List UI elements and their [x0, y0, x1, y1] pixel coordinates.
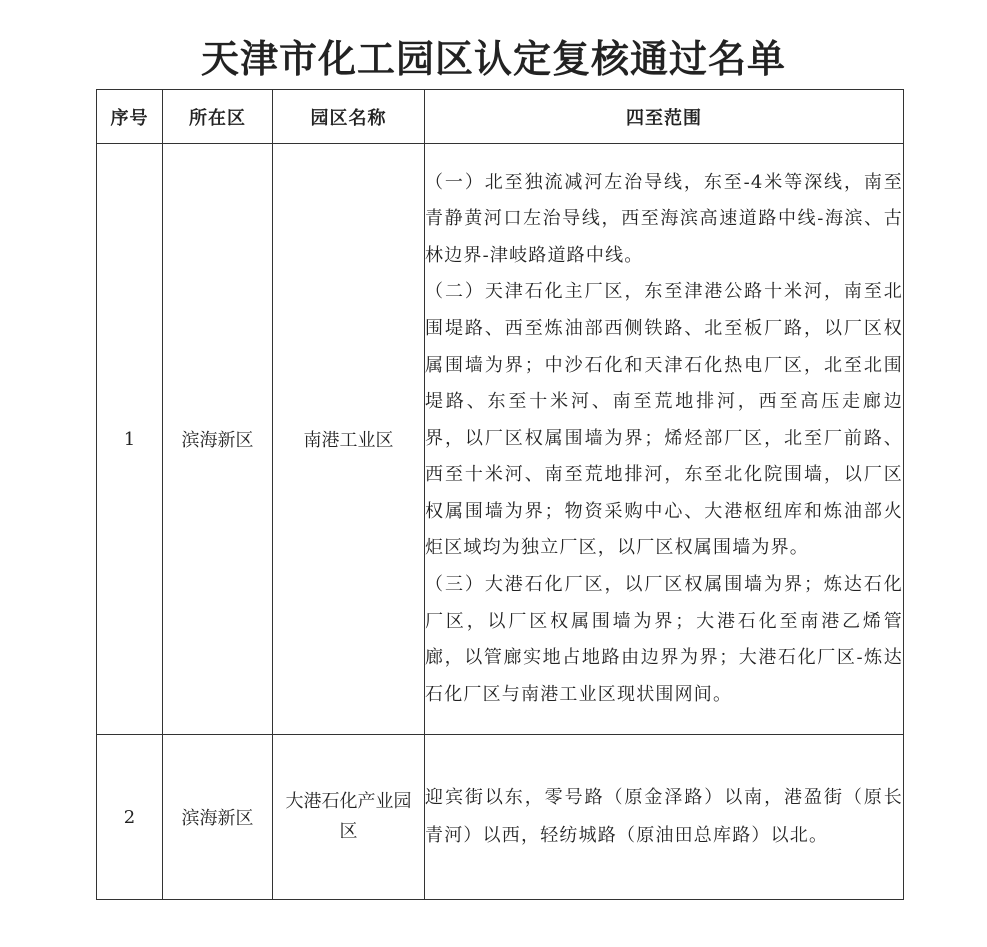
row-park-name: 南港工业区	[273, 144, 425, 735]
park-list-table	[96, 89, 904, 900]
header-index: 序号	[97, 90, 163, 144]
scope-paragraph: （一）北至独流减河左治导线，东至-4米等深线，南至青静黄河口左治导线，西至海滨高速道路中线-海滨、古林边界-津岐路道路中线。	[425, 171, 903, 266]
table-row	[97, 144, 904, 735]
row-scope	[425, 735, 904, 900]
row-scope	[425, 144, 904, 735]
scope-paragraph: （三）大港石化厂区，以厂区权属围墙为界；炼达石化厂区，以厂区权属围墙为界；大港石化至南港乙烯管廊，以管廊实地占地路由边界为界；大港石化厂区-炼达石化厂区与南港工业区现状围网间。	[425, 574, 903, 705]
scope-paragraph: （二）天津石化主厂区，东至津港公路十米河，南至北围堤路、西至炼油部西侧铁路、北至板厂路，以厂区权属围墙为界；中沙石化和天津石化热电厂区，北至北围堤路、东至十米河、南至荒地排河，西至高压走廊边界，以厂区权属围墙为界；烯烃部厂区，北至厂前路、西至十米河、南至荒地排河，东至北化院围墙，以厂区权属围墙为界；物资采购中心、大港枢纽库和炼油部火炬区域均为独立厂区，以厂区权属围墙为界。	[425, 281, 903, 559]
table-header-row	[97, 90, 904, 144]
row-index: 2	[97, 735, 163, 900]
row-index: 1	[97, 144, 163, 735]
park-name-text: 大港石化产业园区	[285, 791, 412, 842]
table-row	[97, 735, 904, 900]
row-park-name	[273, 735, 425, 900]
header-district: 所在区	[163, 90, 273, 144]
header-park-name: 园区名称	[273, 90, 425, 144]
scope-paragraph: 迎宾街以东，零号路（原金泽路）以南，港盈街（原长青河）以西，轻纺城路（原油田总库路）以北。	[425, 787, 903, 846]
document-title: 天津市化工园区认定复核通过名单	[200, 36, 786, 81]
header-scope: 四至范围	[425, 90, 904, 144]
row-district: 滨海新区	[163, 735, 273, 900]
row-district: 滨海新区	[163, 144, 273, 735]
